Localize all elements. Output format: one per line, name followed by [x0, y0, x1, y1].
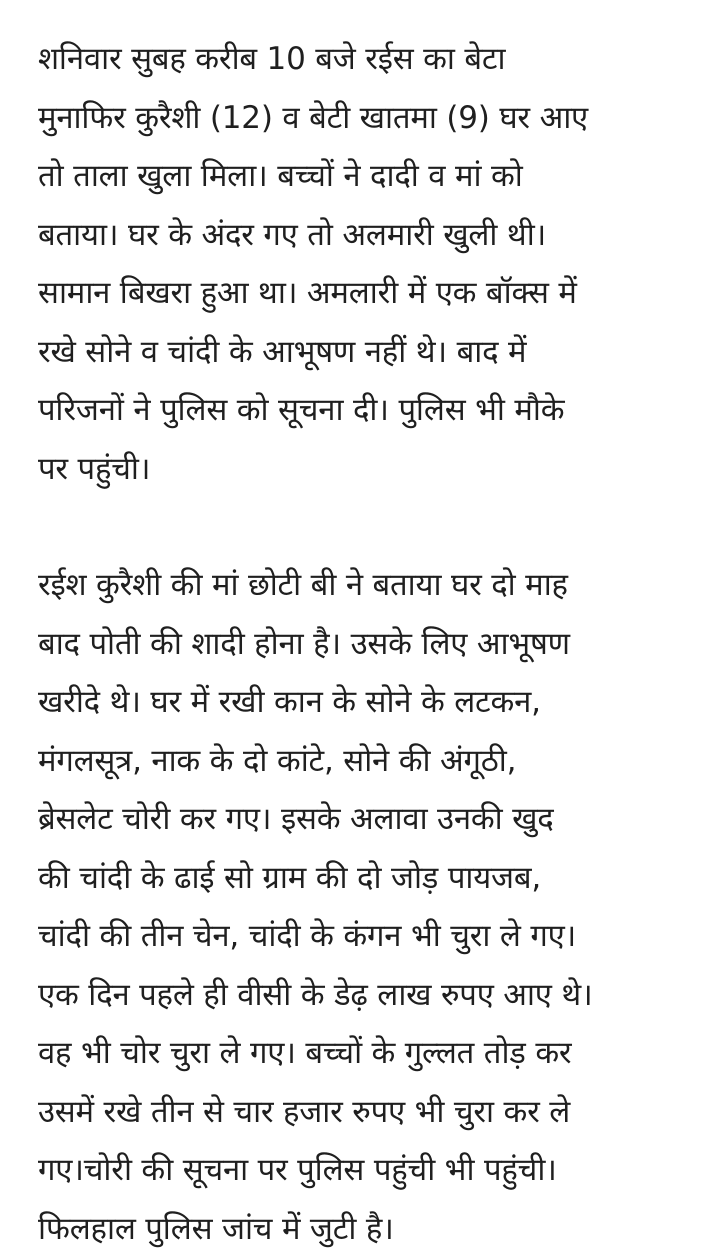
article-paragraph-2 — [38, 556, 692, 1258]
paragraph-line: गए।चोरी की सूचना पर पुलिस पहुंची भी पहुंची। — [38, 1141, 692, 1200]
paragraph-line: मुनाफिर कुरैशी (12) व बेटी खातमा (9) घर आए — [38, 89, 692, 148]
paragraph-line: वह भी चोर चुरा ले गए। बच्चों के गुल्लत तोड़ कर — [38, 1024, 692, 1083]
paragraph-line: की चांदी के ढाई सो ग्राम की दो जोड़ पायजब, — [38, 849, 692, 908]
paragraph-line: पर पहुंची। — [38, 440, 692, 499]
paragraph-line: ब्रेसलेट चोरी कर गए। इसके अलावा उनकी खुद — [38, 790, 692, 849]
paragraph-line: बाद पोती की शादी होना है। उसके लिए आभूषण — [38, 615, 692, 674]
paragraph-line: मंगलसूत्र, नाक के दो कांटे, सोने की अंगूठी, — [38, 732, 692, 791]
paragraph-line: एक दिन पहले ही वीसी के डेढ़ लाख रुपए आए थे। — [38, 966, 692, 1025]
paragraph-line: परिजनों ने पुलिस को सूचना दी। पुलिस भी मौके — [38, 381, 692, 440]
paragraph-line: सामान बिखरा हुआ था। अमलारी में एक बॉक्स में — [38, 264, 692, 323]
paragraph-line: उसमें रखे तीन से चार हजार रुपए भी चुरा कर ले — [38, 1083, 692, 1142]
paragraph-line: शनिवार सुबह करीब 10 बजे रईस का बेटा — [38, 30, 692, 89]
paragraph-line: रईश कुरैशी की मां छोटी बी ने बताया घर दो माह — [38, 556, 692, 615]
paragraph-line: रखे सोने व चांदी के आभूषण नहीं थे। बाद में — [38, 323, 692, 382]
paragraph-line: खरीदे थे। घर में रखी कान के सोने के लटकन, — [38, 673, 692, 732]
paragraph-line: तो ताला खुला मिला। बच्चों ने दादी व मां को — [38, 147, 692, 206]
paragraph-line: चांदी की तीन चेन, चांदी के कंगन भी चुरा ले गए। — [38, 907, 692, 966]
paragraph-line: बताया। घर के अंदर गए तो अलमारी खुली थी। — [38, 206, 692, 265]
article-paragraph-1 — [38, 30, 692, 498]
paragraph-line: फिलहाल पुलिस जांच में जुटी है। — [38, 1200, 692, 1258]
